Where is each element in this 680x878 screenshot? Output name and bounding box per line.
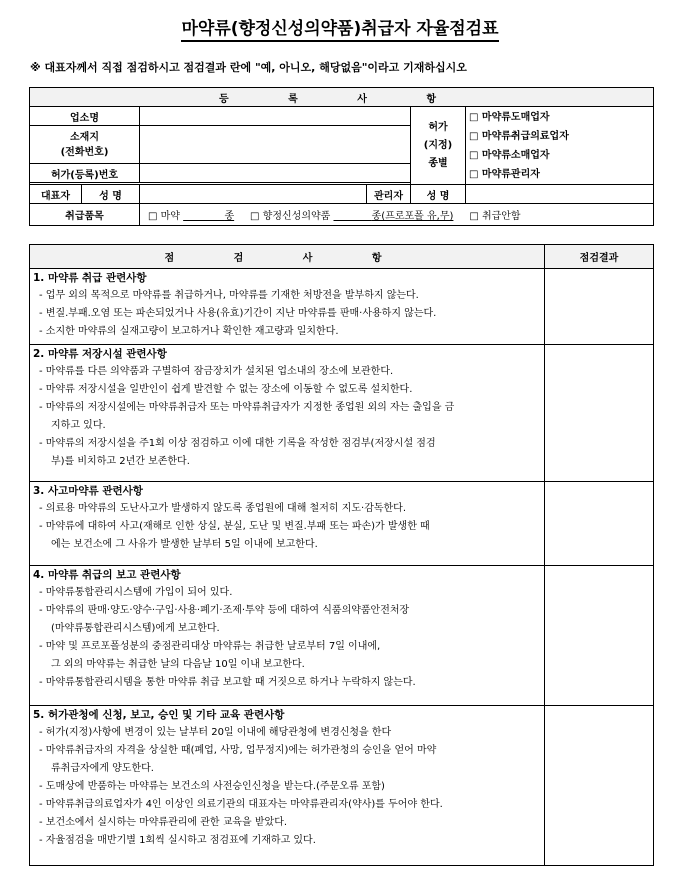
- business-name-field[interactable]: [140, 107, 411, 126]
- check-item: - 마약 및 프로포폴성분의 중점관리대상 마약류는 취급한 날로부터 7일 이내에,: [39, 641, 381, 652]
- section-title: 2. 마약류 저장시설 관련사항: [33, 348, 167, 360]
- check-item: - 마약류통합관리시템을 통한 마약류 취급 보고할 때 거짓으로 하거나 누락하지 않는다.: [39, 677, 416, 688]
- license-number-label: 허가(등록)번호: [30, 164, 140, 183]
- instruction-note: ※ 대표자께서 직접 점검하시고 점검결과 란에 "예, 아니오, 해당없음"이라고 기재하십시오: [30, 61, 467, 74]
- inspection-section: [30, 566, 545, 706]
- check-item: - 자율점검을 매반기별 1회씩 실시하고 점검표에 기재하고 있다.: [39, 835, 316, 846]
- result-header: 점검결과: [545, 245, 654, 269]
- items-options: [140, 204, 654, 226]
- result-field[interactable]: [545, 345, 654, 482]
- inspection-section: [30, 482, 545, 566]
- check-item-continued: 그 외의 마약류는 취급한 날의 다음날 10일 이내 보고한다.: [51, 659, 305, 670]
- check-item: - 마약류의 저장시설을 주1회 이상 점검하고 이에 대한 기록을 작성한 점검부(저장시설 점검: [39, 438, 436, 449]
- inspection-section: [30, 269, 545, 345]
- check-item: - 마약류의 저장시설에는 마약류취급자 또는 마약류취급자가 지정한 종업원 외의 자는 출입을 금: [39, 402, 455, 413]
- license-type-options: [466, 107, 654, 185]
- items-option-none[interactable]: □ 취급안함: [469, 211, 521, 222]
- section-title: 5. 허가관청에 신청, 보고, 승인 및 기타 교육 관련사항: [33, 709, 285, 721]
- representative-name-field[interactable]: [140, 185, 367, 204]
- license-type-option[interactable]: □ 마약류소매업자: [469, 149, 550, 161]
- result-field[interactable]: [545, 269, 654, 345]
- result-field[interactable]: [545, 706, 654, 866]
- check-item-continued: 에는 보건소에 그 사유가 발생한 날부터 5일 이내에 보고한다.: [51, 539, 318, 550]
- check-item: - 마약류 저장시설을 일반인이 쉽게 발견할 수 없는 장소에 이동할 수 없도록 설치한다.: [39, 384, 413, 395]
- check-item: - 마약류통합관리시스템에 가입이 되어 있다.: [39, 587, 233, 598]
- license-type-option[interactable]: □ 마약류취급의료업자: [469, 130, 569, 142]
- check-item: - 마약류취급의료업자가 4인 이상인 의료기관의 대표자는 마약류관리자(약사)를 두어야 한다.: [39, 799, 443, 810]
- inspection-header: 점 검 사 항: [30, 245, 545, 269]
- manager-name-field[interactable]: [466, 185, 654, 204]
- registration-table: [29, 87, 654, 226]
- inspection-section: [30, 345, 545, 482]
- representative-name-label: 성 명: [82, 185, 140, 204]
- items-option-narcotics[interactable]: □ 마약 종: [148, 211, 235, 222]
- check-item: - 업무 외의 목적으로 마약류를 취급하거나, 마약류를 기재한 처방전을 발부하지 않는다.: [39, 290, 419, 301]
- check-item: - 의료용 마약류의 도난사고가 발생하지 않도록 종업원에 대해 철저히 지도·감독한다.: [39, 503, 407, 514]
- representative-label: 대표자: [30, 185, 82, 204]
- check-item: - 마약류의 판매·양도·양수·구입·사용·폐기·조제·투약 등에 대하여 식품의약품안전처장: [39, 605, 410, 616]
- result-field[interactable]: [545, 566, 654, 706]
- address-label: 소재지 (전화번호): [30, 126, 140, 164]
- manager-name-label: 성 명: [411, 185, 466, 204]
- check-item-continued: 류취급자에게 양도한다.: [51, 763, 154, 774]
- license-type-option[interactable]: □ 마약류관리자: [469, 168, 540, 180]
- inspection-table: [29, 244, 654, 866]
- check-item: - 마약류에 대하여 사고(재해로 인한 상실, 분실, 도난 및 변질.부패 또는 파손)가 발생한 때: [39, 521, 430, 532]
- business-name-label: 업소명: [30, 107, 140, 126]
- registration-header: 등 록 사 항: [30, 88, 654, 107]
- check-item: - 마약류취급자의 자격을 상실한 때(폐업, 사망, 업무정지)에는 허가관청의 승인을 얻어 마약: [39, 745, 437, 756]
- license-number-field[interactable]: [140, 164, 411, 183]
- section-title: 1. 마약류 취급 관련사항: [33, 272, 147, 284]
- check-item: - 마약류를 다른 의약품과 구별하여 잠금장치가 설치된 업소내의 장소에 보관한다.: [39, 366, 394, 377]
- check-item: - 보건소에서 실시하는 마약류관리에 관한 교육을 받았다.: [39, 817, 288, 828]
- check-item-continued: (마약류통합관리시스템)에게 보고한다.: [51, 623, 220, 634]
- check-item-continued: 부)를 비치하고 2년간 보존한다.: [51, 456, 190, 467]
- check-item: - 소지한 마약류의 실재고량이 보고하거나 확인한 재고량과 일치한다.: [39, 326, 339, 337]
- result-field[interactable]: [545, 482, 654, 566]
- check-item-continued: 지하고 있다.: [51, 420, 106, 431]
- section-title: 4. 마약류 취급의 보고 관련사항: [33, 569, 181, 581]
- form-title: 마약류(향정신성의약품)취급자 자율점검표: [0, 14, 680, 39]
- check-item: - 변질.부패.오염 또는 파손되었거나 사용(유효)기간이 지난 마약류를 판매·사용하지 않는다.: [39, 308, 437, 319]
- items-label: 취급품목: [30, 204, 140, 226]
- section-title: 3. 사고마약류 관련사항: [33, 485, 143, 497]
- manager-label: 관리자: [367, 185, 411, 204]
- check-item: - 허가(지정)사항에 변경이 있는 날부터 20일 이내에 해당관청에 변경신청을 한다: [39, 727, 392, 738]
- license-type-label: 허가 (지정) 종별: [411, 107, 466, 185]
- items-option-psychotropics[interactable]: □ 향정신성의약품 종(프로포폴 유,무): [250, 211, 454, 222]
- address-field[interactable]: [140, 126, 411, 164]
- inspection-section: [30, 706, 545, 866]
- check-item: - 도매상에 반품하는 마약류는 보건소의 사전승인신청을 받는다.(주문오류 포함): [39, 781, 385, 792]
- license-type-option[interactable]: □ 마약류도매업자: [469, 111, 550, 123]
